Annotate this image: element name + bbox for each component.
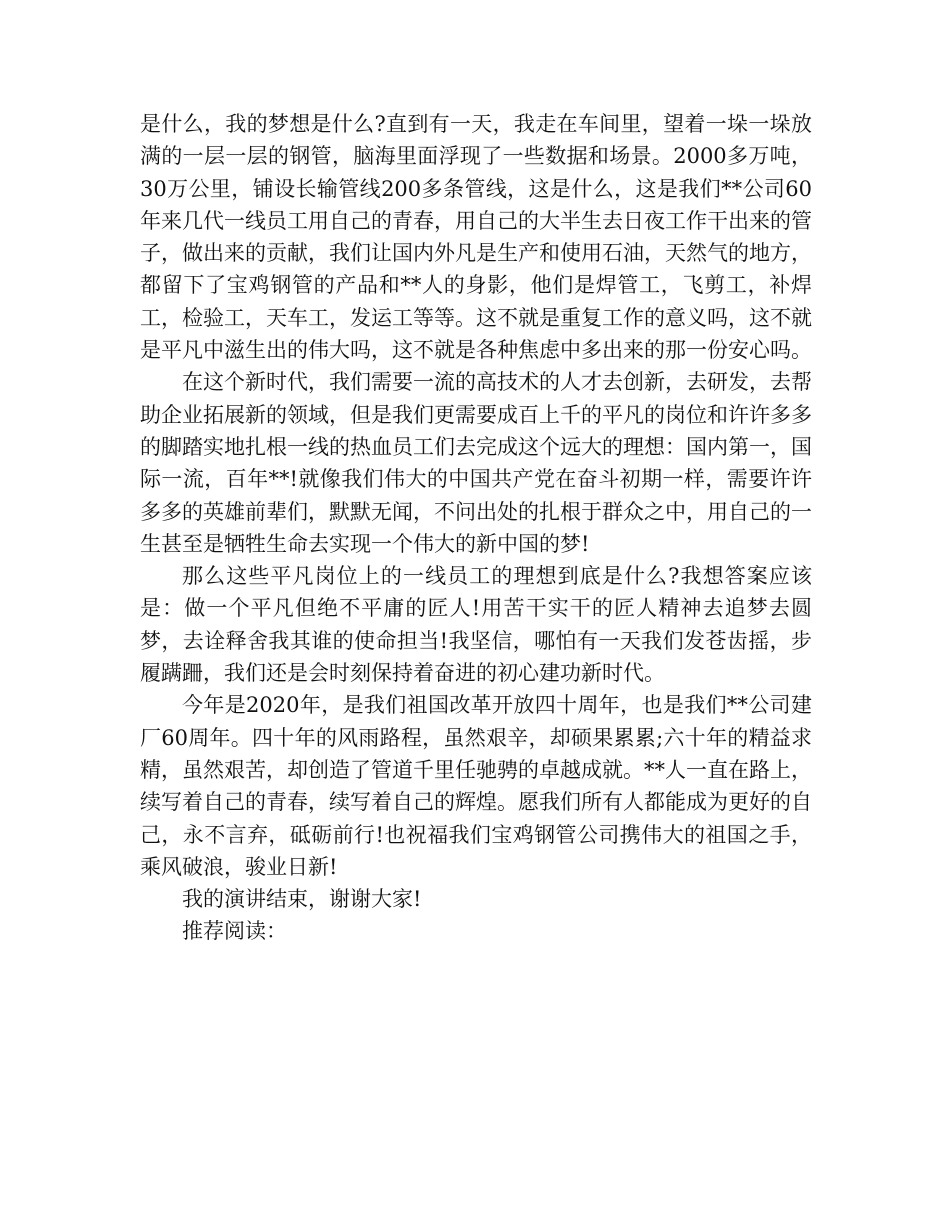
paragraph-2: 在这个新时代，我们需要一流的高技术的人才去创新，去研发，去帮助企业拓展新的领域，但是我们更需要成百上千的平凡的岗位和许许多多的脚踏实地扎根一线的热血员工们去完成这个远大的理想：国内第一，国际一流，百年**!就像我们伟大的中国共产党在奋斗初期一样，需要许许多多的英雄前辈们，默默无闻，不问出处的扎根于群众之中，用自己的一生甚至是牺牲生命去实现一个伟大的新中国的梦! (140, 370, 812, 556)
paragraph-3: 那么这些平凡岗位上的一线员工的理想到底是什么?我想答案应该是：做一个平凡但绝不平庸的匠人!用苦干实干的匠人精神去追梦去圆梦，去诠释舍我其谁的使命担当!我坚信，哪怕有一天我们发苍齿摇，步履蹒跚，我们还是会时刻保持着奋进的初心建功新时代。 (140, 564, 812, 686)
document-body (140, 108, 812, 948)
recommended-reading-label: 推荐阅读： (182, 919, 287, 944)
closing-line: 我的演讲结束，谢谢大家! (182, 887, 422, 912)
paragraph-4: 今年是2020年，是我们祖国改革开放四十周年，也是我们**公司建厂60周年。四十年的风雨路程，虽然艰辛，却硕果累累;六十年的精益求精，虽然艰苦，却创造了管道千里任驰骋的卓越成就。**人一直在路上，续写着自己的青春，续写着自己的辉煌。愿我们所有人都能成为更好的自己，永不言弃，砥砺前行!也祝福我们宝鸡钢管公司携伟大的祖国之手，乘风破浪，骏业日新! (140, 693, 812, 879)
paragraph-1: 是什么，我的梦想是什么?直到有一天，我走在车间里，望着一垛一垛放满的一层一层的钢管，脑海里面浮现了一些数据和场景。2000多万吨，30万公里，铺设长输管线200多条管线，这是什么，这是我们**公司60年来几代一线员工用自己的青春，用自己的大半生去日夜工作干出来的管子，做出来的贡献，我们让国内外凡是生产和使用石油，天然气的地方，都留下了宝鸡钢管的产品和**人的身影，他们是焊管工，飞剪工，补焊工，检验工，天车工，发运工等等。这不就是重复工作的意义吗，这不就是平凡中滋生出的伟大吗，这不就是各种焦虑中多出来的那一份安心吗。 (140, 112, 812, 363)
